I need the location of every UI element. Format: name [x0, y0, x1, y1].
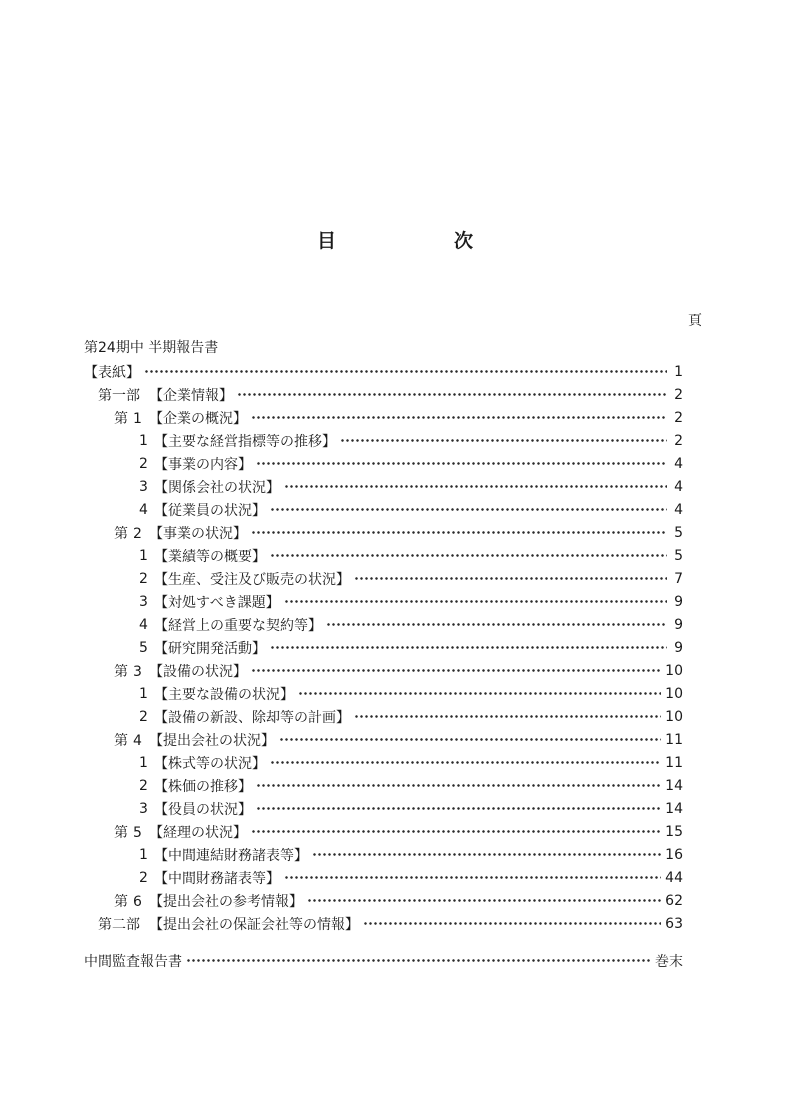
- toc-row-prefix: 第4: [114, 732, 147, 749]
- toc-row-page: 5: [674, 524, 683, 541]
- toc-row-page: 1: [674, 363, 683, 380]
- dot-leader: [144, 360, 667, 383]
- toc-row-prefix: 第一部: [98, 387, 140, 404]
- toc-row-page: 62: [665, 892, 683, 909]
- dot-leader: [270, 498, 667, 521]
- toc-row-prefix: 2: [139, 708, 148, 725]
- toc-row-14: [84, 682, 683, 705]
- toc-row-page: 2: [674, 432, 683, 449]
- toc-row-prefix: 1: [139, 754, 148, 771]
- toc-report-heading: 第24期中 半期報告書: [84, 340, 219, 356]
- toc-row-21: [84, 843, 683, 866]
- dot-leader: [284, 590, 667, 613]
- toc-row-title: 【企業情報】: [149, 387, 233, 404]
- toc-row-title: 【対処すべき課題】: [154, 594, 280, 611]
- toc-row-page: 9: [674, 593, 683, 610]
- toc-row-17: [84, 751, 683, 774]
- dot-leader: [298, 682, 661, 705]
- dot-leader: [326, 613, 667, 636]
- dot-leader: [186, 949, 651, 972]
- toc-row-title: 【中間財務諸表等】: [154, 870, 280, 887]
- dot-leader: [251, 659, 661, 682]
- dot-leader: [284, 866, 661, 889]
- toc-row-19: [84, 797, 683, 820]
- toc-rows: [84, 360, 683, 935]
- toc-row-prefix: 3: [139, 800, 148, 817]
- toc-row-page: 10: [665, 685, 683, 702]
- dot-leader: [279, 728, 661, 751]
- toc-row-title: 【業績等の概要】: [154, 548, 266, 565]
- toc-row-title: 【株式等の状況】: [154, 755, 266, 772]
- toc-row-23: [84, 889, 683, 912]
- toc-row-13: [84, 659, 683, 682]
- toc-row-2: [84, 406, 683, 429]
- toc-row-page: 9: [674, 616, 683, 633]
- toc-row-prefix: 1: [139, 846, 148, 863]
- toc-row-7: [84, 521, 683, 544]
- toc-row-page: 7: [674, 570, 683, 587]
- toc-row-10: [84, 590, 683, 613]
- dot-leader: [251, 406, 667, 429]
- dot-leader: [354, 705, 661, 728]
- toc-row-page: 11: [665, 731, 683, 748]
- toc-row-title: 【中間連結財務諸表等】: [154, 847, 308, 864]
- toc-row-8: [84, 544, 683, 567]
- toc-row-24: [84, 912, 683, 935]
- toc-row-prefix: 第2: [114, 525, 147, 542]
- toc-row-4: [84, 452, 683, 475]
- toc-row-9: [84, 567, 683, 590]
- dot-leader: [251, 521, 667, 544]
- toc-row-title: 【事業の内容】: [154, 456, 252, 473]
- table-of-contents: [84, 337, 683, 972]
- toc-row-page: 4: [674, 478, 683, 495]
- toc-row-page: 2: [674, 386, 683, 403]
- page-title-char-1: 目: [316, 230, 336, 252]
- toc-row-title: 【経営上の重要な契約等】: [154, 617, 322, 634]
- dot-leader: [251, 820, 661, 843]
- dot-leader: [354, 567, 667, 590]
- toc-row-prefix: 3: [139, 478, 148, 495]
- dot-leader: [312, 843, 661, 866]
- toc-row-audit-report: [84, 949, 683, 972]
- toc-row-prefix: 第二部: [98, 916, 140, 933]
- dot-leader: [340, 429, 667, 452]
- dot-leader: [237, 383, 667, 406]
- dot-leader: [256, 774, 661, 797]
- toc-row-title: 【株価の推移】: [154, 778, 252, 795]
- toc-row-prefix: 第5: [114, 824, 147, 841]
- toc-row-page: 44: [665, 869, 683, 886]
- dot-leader: [363, 912, 661, 935]
- toc-row-page: 11: [665, 754, 683, 771]
- toc-row-title: 【企業の概況】: [149, 410, 247, 427]
- toc-row-prefix: 4: [139, 616, 148, 633]
- toc-row-page: 14: [665, 777, 683, 794]
- toc-row-title: 【経理の状況】: [149, 824, 247, 841]
- toc-row-page: 16: [665, 846, 683, 863]
- toc-row-6: [84, 498, 683, 521]
- toc-row-title: 【事業の状況】: [149, 525, 247, 542]
- dot-leader: [256, 452, 667, 475]
- toc-row-page: 5: [674, 547, 683, 564]
- toc-row-title: 【生産、受注及び販売の状況】: [154, 571, 350, 588]
- toc-row-prefix: 2: [139, 869, 148, 886]
- dot-leader: [307, 889, 661, 912]
- toc-row-page: 9: [674, 639, 683, 656]
- toc-row-title: 【設備の状況】: [149, 663, 247, 680]
- toc-row-prefix: 第6: [114, 893, 147, 910]
- toc-row-prefix: 4: [139, 501, 148, 518]
- page-title: [0, 226, 790, 253]
- toc-row-title: 【提出会社の参考情報】: [149, 893, 303, 910]
- toc-row-title: 【提出会社の保証会社等の情報】: [149, 916, 359, 933]
- toc-row-title: 【提出会社の状況】: [149, 732, 275, 749]
- toc-row-title: 中間監査報告書: [84, 953, 182, 970]
- toc-row-prefix: 2: [139, 455, 148, 472]
- toc-row-page: 63: [665, 915, 683, 932]
- toc-row-prefix: 第1: [114, 410, 147, 427]
- toc-row-22: [84, 866, 683, 889]
- toc-row-16: [84, 728, 683, 751]
- toc-row-title: 【主要な経営指標等の推移】: [154, 433, 336, 450]
- toc-row-page: 巻末: [655, 953, 683, 970]
- toc-row-20: [84, 820, 683, 843]
- toc-row-title: 【研究開発活動】: [154, 640, 266, 657]
- toc-row-5: [84, 475, 683, 498]
- toc-row-15: [84, 705, 683, 728]
- toc-row-0: [84, 360, 683, 383]
- toc-row-prefix: 3: [139, 593, 148, 610]
- page-title-char-2: 次: [454, 230, 474, 252]
- toc-row-title: 【従業員の状況】: [154, 502, 266, 519]
- toc-row-prefix: 1: [139, 685, 148, 702]
- dot-leader: [270, 544, 667, 567]
- toc-row-page: 10: [665, 662, 683, 679]
- toc-row-page: 10: [665, 708, 683, 725]
- toc-row-prefix: 5: [139, 639, 148, 656]
- toc-row-title: 【設備の新設、除却等の計画】: [154, 709, 350, 726]
- dot-leader: [270, 751, 661, 774]
- toc-row-page: 2: [674, 409, 683, 426]
- toc-row-prefix: 2: [139, 777, 148, 794]
- dot-leader: [284, 475, 667, 498]
- toc-row-title: 【関係会社の状況】: [154, 479, 280, 496]
- toc-row-page: 15: [665, 823, 683, 840]
- toc-row-prefix: 1: [139, 432, 148, 449]
- toc-row-12: [84, 636, 683, 659]
- toc-row-title: 【主要な設備の状況】: [154, 686, 294, 703]
- toc-row-page: 4: [674, 455, 683, 472]
- toc-row-title: 【表紙】: [84, 364, 140, 381]
- toc-row-prefix: 1: [139, 547, 148, 564]
- dot-leader: [256, 797, 661, 820]
- toc-row-3: [84, 429, 683, 452]
- toc-row-title: 【役員の状況】: [154, 801, 252, 818]
- toc-row-18: [84, 774, 683, 797]
- toc-row-page: 14: [665, 800, 683, 817]
- toc-row-1: [84, 383, 683, 406]
- toc-row-prefix: 第3: [114, 663, 147, 680]
- page-column-label: 頁: [688, 313, 702, 329]
- toc-row-prefix: 2: [139, 570, 148, 587]
- dot-leader: [270, 636, 667, 659]
- toc-row-page: 4: [674, 501, 683, 518]
- toc-row-11: [84, 613, 683, 636]
